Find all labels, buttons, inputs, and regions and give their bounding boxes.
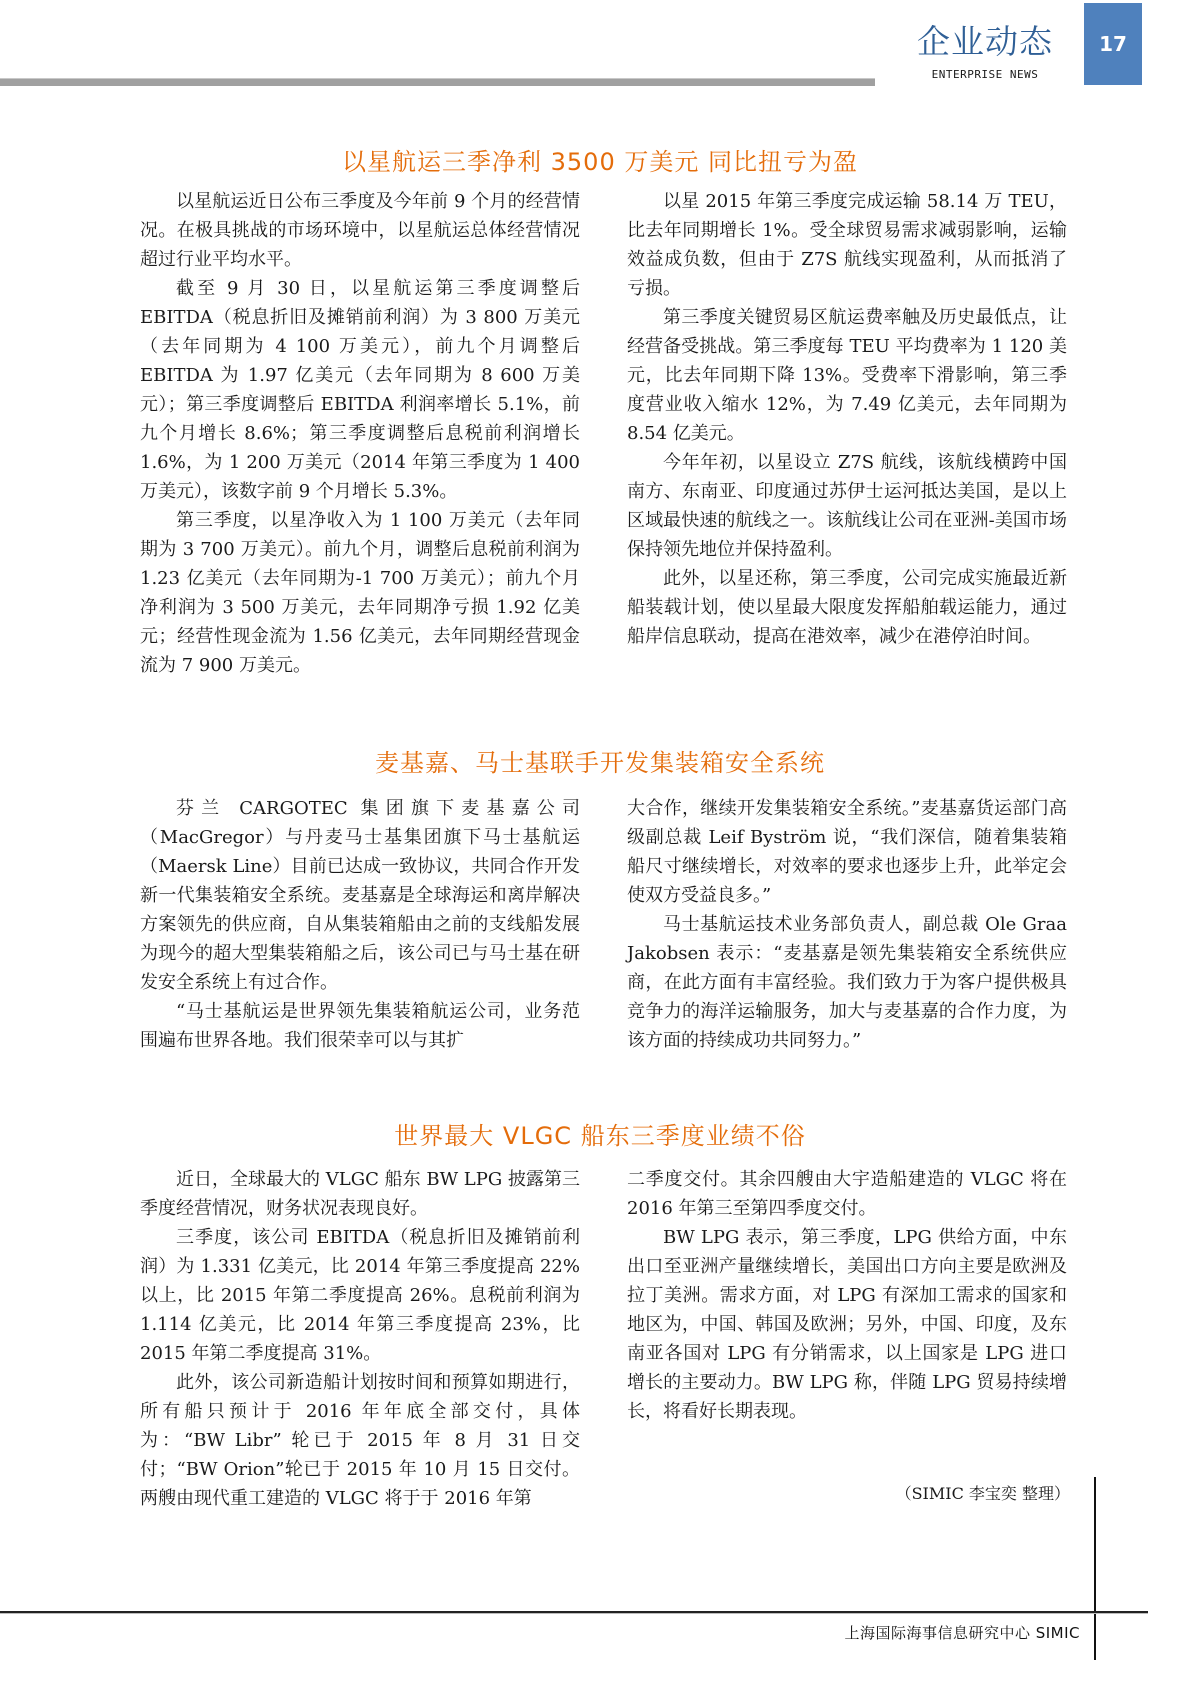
article-title: 世界最大 VLGC 船东三季度业绩不俗: [394, 1122, 806, 1150]
footer-vertical-rule: [1094, 1477, 1096, 1660]
footer-organization: 上海国际海事信息研究中心 SIMIC: [844, 1624, 1080, 1642]
paragraph: 二季度交付。其余四艘由大宇造船建造的 VLGC 将在 2016 年第三至第四季度交付。: [627, 1169, 1067, 1219]
paragraph: 三季度，该公司 EBITDA（税息折旧及摊销前利润）为 1.331 亿美元，比 2014 年第三季度提高 22%以上，比 2015 年第二季度提高 26%。息税前利润为 1.114 亿美元，比 2014 年第三季度提高 23%，比 2015 年第二季度提高 31%。: [140, 1227, 580, 1364]
paragraph: 此外，该公司新造船计划按时间和预算如期进行，所有船只预计于 2016 年年底全部交付，具体为：“BW Libr” 轮已于 2015 年 8 月 31 日交付；“BW Orion”轮已于 2015 年 10 月 15 日交付。两艘由现代重工建造的 VLGC 将于于 2016 年第: [140, 1372, 580, 1509]
paragraph: 近日，全球最大的 VLGC 船东 BW LPG 披露第三季度经营情况，财务状况表现良好。: [140, 1169, 580, 1219]
paragraph: 大合作，继续开发集装箱安全系统。”麦基嘉货运部门高级副总裁 Leif Byström 说，“我们深信，随着集装箱船尺寸继续增长，对效率的要求也逐步上升，此举定会使双方受益良多。”: [627, 798, 1067, 906]
article-column-right: [627, 187, 1067, 651]
paragraph: BW LPG 表示，第三季度，LPG 供给方面，中东出口至亚洲产量继续增长，美国出口方向主要是欧洲及拉丁美洲。需求方面，对 LPG 有深加工需求的国家和地区为，中国、韩国及欧洲；另外，中国、印度，及东南亚各国对 LPG 有分销需求，以上国家是 LPG 进口增长的主要动力。BW LPG 称，伴随 LPG 贸易持续增长，将看好长期表现。: [627, 1227, 1067, 1422]
page-number: 17: [1084, 3, 1142, 85]
editor-credit: （SIMIC 李宝奕 整理）: [895, 1484, 1070, 1503]
section-title: 企业动态: [917, 22, 1053, 61]
paragraph: 截至 9 月 30 日，以星航运第三季度调整后 EBITDA（税息折旧及摊销前利润）为 3 800 万美元（去年同期为 4 100 万美元），前九个月调整后 EBITDA 为 1.97 亿美元（去年同期为 8 600 万美元）；第三季度调整后 EBITDA 利润率增长 5.1%，前九个月增长 8.6%；第三季度调整后息税前利润增长 1.6%，为 1 200 万美元（2014 年第三季度为 1 400 万美元），该数字前 9 个月增长 5.3%。: [140, 278, 580, 502]
article-column-right: [627, 794, 1067, 1055]
paragraph: 第三季度关键贸易区航运费率触及历史最低点，让经营备受挑战。第三季度每 TEU 平均费率为 1 120 美元，比去年同期下降 13%。受费率下滑影响，第三季度营业收入缩水 12%，为 7.49 亿美元，去年同期为 8.54 亿美元。: [627, 307, 1067, 444]
article-title: 麦基嘉、马士基联手开发集装箱安全系统: [375, 749, 825, 777]
paragraph: 以星航运近日公布三季度及今年前 9 个月的经营情况。在极具挑战的市场环境中，以星航运总体经营情况超过行业平均水平。: [140, 191, 580, 270]
paragraph: 今年年初，以星设立 Z7S 航线，该航线横跨中国南方、东南亚、印度通过苏伊士运河抵达美国，是以上区域最快速的航线之一。该航线让公司在亚洲-美国市场保持领先地位并保持盈利。: [627, 452, 1067, 560]
paragraph: 此外，以星还称，第三季度，公司完成实施最近新船装载计划，使以星最大限度发挥船舶载运能力，通过船岸信息联动，提高在港效率，减少在港停泊时间。: [627, 568, 1067, 647]
article-column-left: [140, 187, 580, 680]
header-rule: [0, 78, 875, 86]
footer-rule: [0, 1611, 1148, 1614]
article-title: 以星航运三季净利 3500 万美元 同比扭亏为盈: [342, 148, 858, 176]
paragraph: 芬兰 CARGOTEC 集团旗下麦基嘉公司（MacGregor）与丹麦马士基集团旗下马士基航运（Maersk Line）目前已达成一致协议，共同合作开发新一代集装箱安全系统。麦基嘉是全球海运和离岸解决方案领先的供应商，自从集装箱船由之前的支线船发展为现今的超大型集装箱船之后，该公司已与马士基在研发安全系统上有过合作。: [140, 798, 580, 993]
section-subtitle: ENTERPRISE NEWS: [931, 68, 1039, 81]
paragraph: 第三季度，以星净收入为 1 100 万美元（去年同期为 3 700 万美元）。前九个月，调整后息税前利润为 1.23 亿美元（去年同期为-1 700 万美元）；前九个月净利润为 3 500 万美元，去年同期净亏损 1.92 亿美元；经营性现金流为 1.56 亿美元，去年同期经营现金流为 7 900 万美元。: [140, 510, 580, 676]
article-column-right: [627, 1165, 1067, 1426]
paragraph: “马士基航运是世界领先集装箱航运公司，业务范围遍布世界各地。我们很荣幸可以与其扩: [140, 1001, 580, 1051]
article-column-left: [140, 1165, 580, 1513]
paragraph: 马士基航运技术业务部负责人，副总裁 Ole Graa Jakobsen 表示：“麦基嘉是领先集装箱安全系统供应商，在此方面有丰富经验。我们致力于为客户提供极具竞争力的海洋运输服务，加大与麦基嘉的合作力度，为该方面的持续成功共同努力。”: [627, 914, 1067, 1051]
article-column-left: [140, 794, 580, 1055]
paragraph: 以星 2015 年第三季度完成运输 58.14 万 TEU，比去年同期增长 1%。受全球贸易需求减弱影响，运输效益成负数，但由于 Z7S 航线实现盈利，从而抵消了亏损。: [627, 191, 1067, 299]
